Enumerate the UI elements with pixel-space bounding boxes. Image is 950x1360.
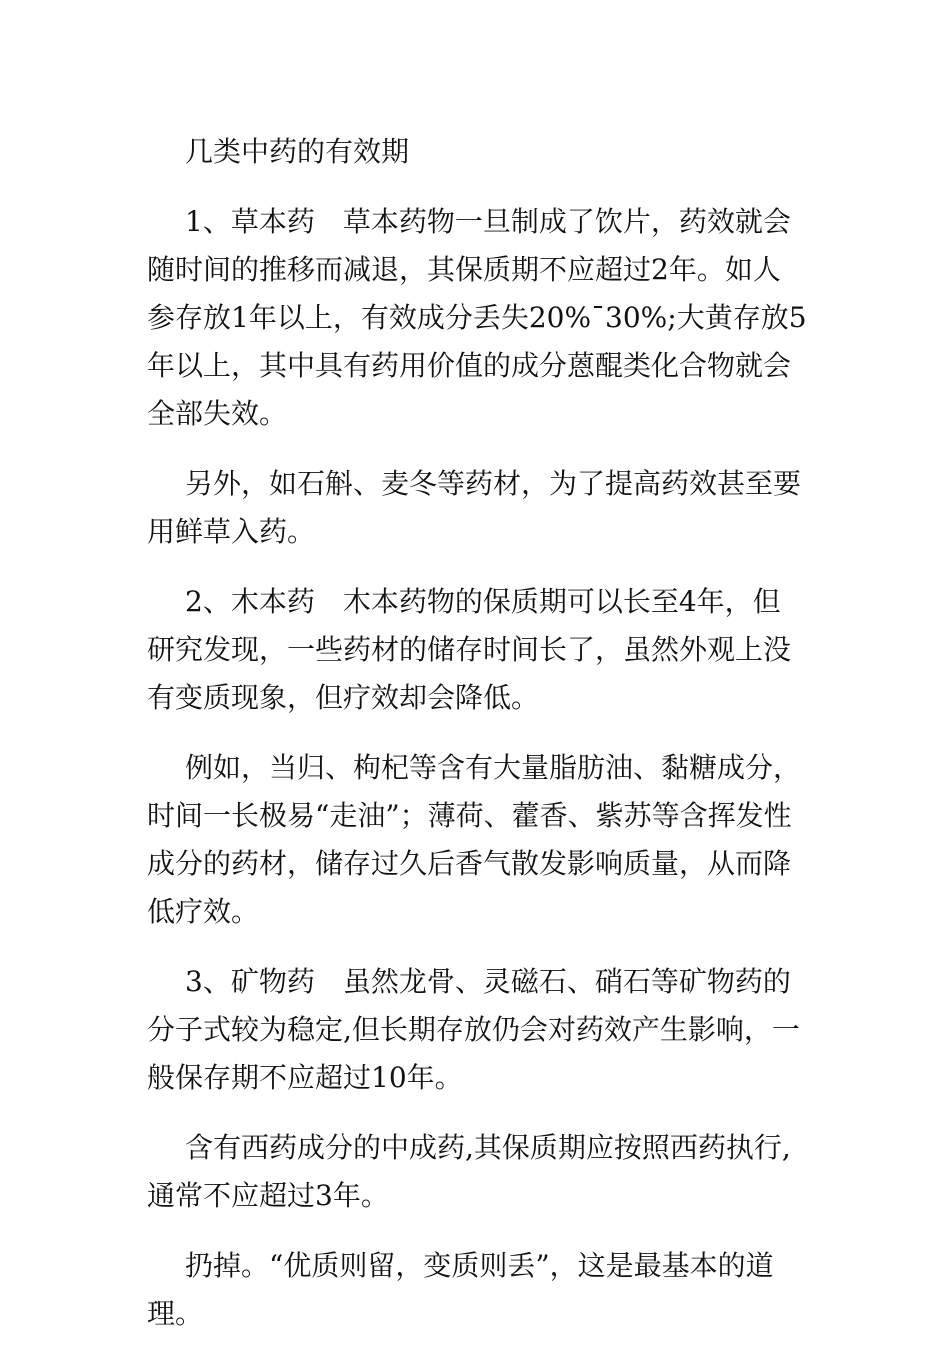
- paragraph-herbal: 1、草本药 草本药物一旦制成了饮片，药效就会随时间的推移而减退，其保质期不应超过2年。如人参存放1年以上，有效成分丢失20%¯30%;大黄存放5年以上，其中具有药用价值的成分蒽醌类化合物就会全部失效。: [147, 205, 807, 430]
- paragraph-woody: 2、木本药 木本药物的保质期可以长至4年，但研究发现，一些药材的储存时间长了，虽然外观上没有变质现象，但疗效却会降低。: [147, 585, 792, 714]
- document-body: [147, 128, 807, 1360]
- paragraph-western-components: 含有西药成分的中成药,其保质期应按照西药执行,通常不应超过3年。: [147, 1131, 791, 1212]
- paragraph-examples: 例如，当归、枸杞等含有大量脂肪油、黏糖成分，时间一长极易“走油”；薄荷、藿香、紫苏等含挥发性成分的药材，储存过久后香气散发影响质量，从而降低疗效。: [147, 751, 802, 928]
- document-title: 几类中药的有效期: [185, 135, 410, 168]
- paragraph-fresh-herbs: 另外，如石斛、麦冬等药材，为了提高药效甚至要用鲜草入药。: [147, 467, 802, 548]
- paragraph-conclusion: 扔掉。“优质则留，变质则丢”，这是最基本的道理。: [147, 1249, 774, 1330]
- paragraph-mineral: 3、矿物药 虽然龙骨、灵磁石、硝石等矿物药的分子式较为稳定,但长期存放仍会对药效产生影响，一般保存期不应超过10年。: [147, 965, 800, 1094]
